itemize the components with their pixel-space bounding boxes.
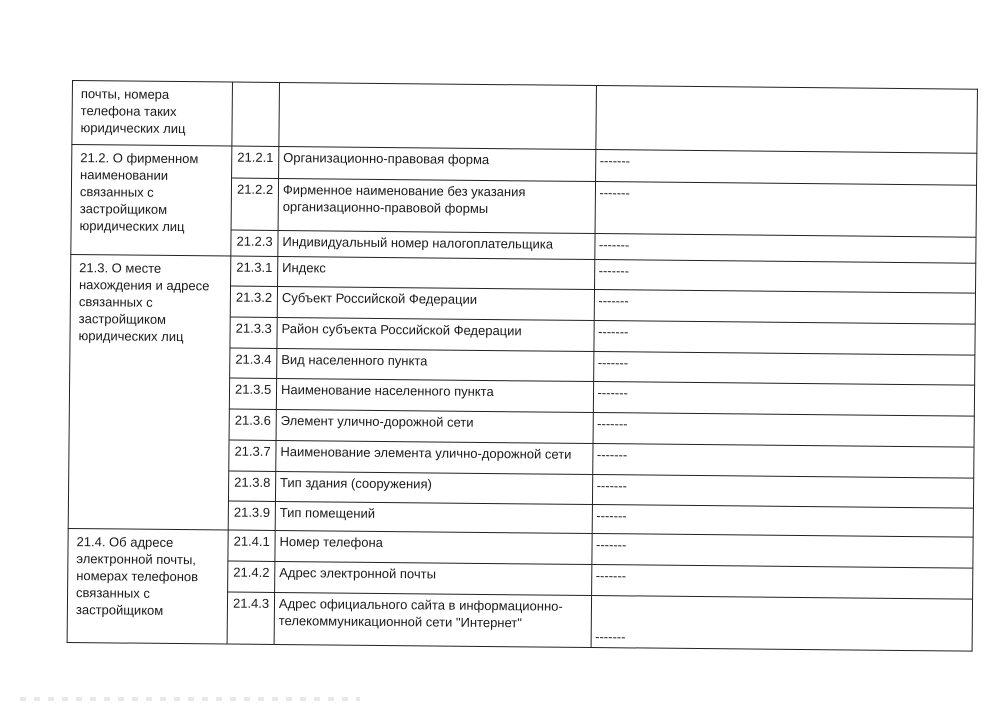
row-value: ------- <box>595 182 977 238</box>
row-value: ------- <box>594 290 976 325</box>
row-number: 21.3.9 <box>228 501 275 530</box>
section-cell-21-3 <box>68 254 231 530</box>
row-value: ------- <box>594 234 976 264</box>
row-value: ------- <box>592 505 974 538</box>
row-number: 21.4.2 <box>228 561 275 592</box>
name-cell <box>279 82 596 149</box>
section-title: 21.3. О месте нахождения и адресе связанных с застройщиком юридических лиц <box>78 260 210 345</box>
row-value: ------- <box>595 150 977 186</box>
row-name: Номер телефона <box>275 530 592 564</box>
row-value: ------- <box>593 413 975 448</box>
row-name: Элемент улично-дорожной сети <box>276 409 593 443</box>
row-name: Организационно-правовая форма <box>279 146 596 181</box>
row-value: ------- <box>591 565 973 600</box>
row-value: ------- <box>592 444 974 479</box>
row-name: Тип здания (сооружения) <box>275 471 592 504</box>
scan-artifact <box>20 697 360 701</box>
row-name: Фирменное наименование без указания организационно-правовой формы <box>278 178 595 233</box>
row-name: Индивидуальный номер налогоплательщика <box>278 230 595 259</box>
row-number: 21.3.1 <box>231 256 278 286</box>
row-name: Тип помещений <box>275 501 592 533</box>
row-value: ------- <box>594 260 976 294</box>
row-number: 21.3.6 <box>229 409 276 440</box>
row-number: 21.3.4 <box>230 348 277 378</box>
value-cell <box>595 86 977 154</box>
row-number: 21.3.8 <box>229 471 276 501</box>
row-name: Район субъекта Российской Федерации <box>277 317 594 351</box>
row-name: Наименование элемента улично-дорожной сети <box>276 440 593 474</box>
row-number: 21.3.2 <box>231 286 278 317</box>
section-cell-21-2 <box>71 145 232 257</box>
row-number: 21.3.7 <box>229 440 276 471</box>
row-name: Индекс <box>277 256 594 289</box>
row-number: 21.2.3 <box>231 230 278 256</box>
section-title: почты, номера телефона таких юридических лиц <box>80 86 186 137</box>
row-number: 21.4.3 <box>227 592 274 644</box>
table-row-top-fragment <box>72 81 978 154</box>
row-name: Наименование населенного пункта <box>276 378 593 412</box>
row-number: 21.2.2 <box>231 178 278 230</box>
section-title: 21.2. О фирменном наименовании связанных с застройщиком юридических лиц <box>79 150 199 235</box>
row-value: ------- <box>591 534 973 569</box>
row-number: 21.3.3 <box>230 317 277 348</box>
row-value: ------- <box>593 352 975 386</box>
section-cell <box>72 81 233 147</box>
row-name: Вид населенного пункта <box>277 348 594 381</box>
row-number: 21.4.1 <box>228 530 275 561</box>
row-value: ------- <box>591 596 973 652</box>
row-name: Адрес электронной почты <box>275 561 592 595</box>
disclosure-table <box>67 80 978 652</box>
row-value: ------- <box>593 321 975 356</box>
row-number: 21.3.5 <box>230 378 277 409</box>
number-cell <box>232 82 279 146</box>
row-number: 21.2.1 <box>232 146 279 178</box>
row-name: Адрес официального сайта в информационно- телекоммуникационной сети "Интернет" <box>274 592 591 647</box>
section-cell-21-4 <box>67 528 228 644</box>
section-title: 21.4. Об адресе электронной почты, номерах телефонов связанных с застройщиком <box>75 534 199 618</box>
row-value: ------- <box>592 475 974 509</box>
row-name: Субъект Российской Федерации <box>277 286 594 320</box>
row-value: ------- <box>593 382 975 417</box>
